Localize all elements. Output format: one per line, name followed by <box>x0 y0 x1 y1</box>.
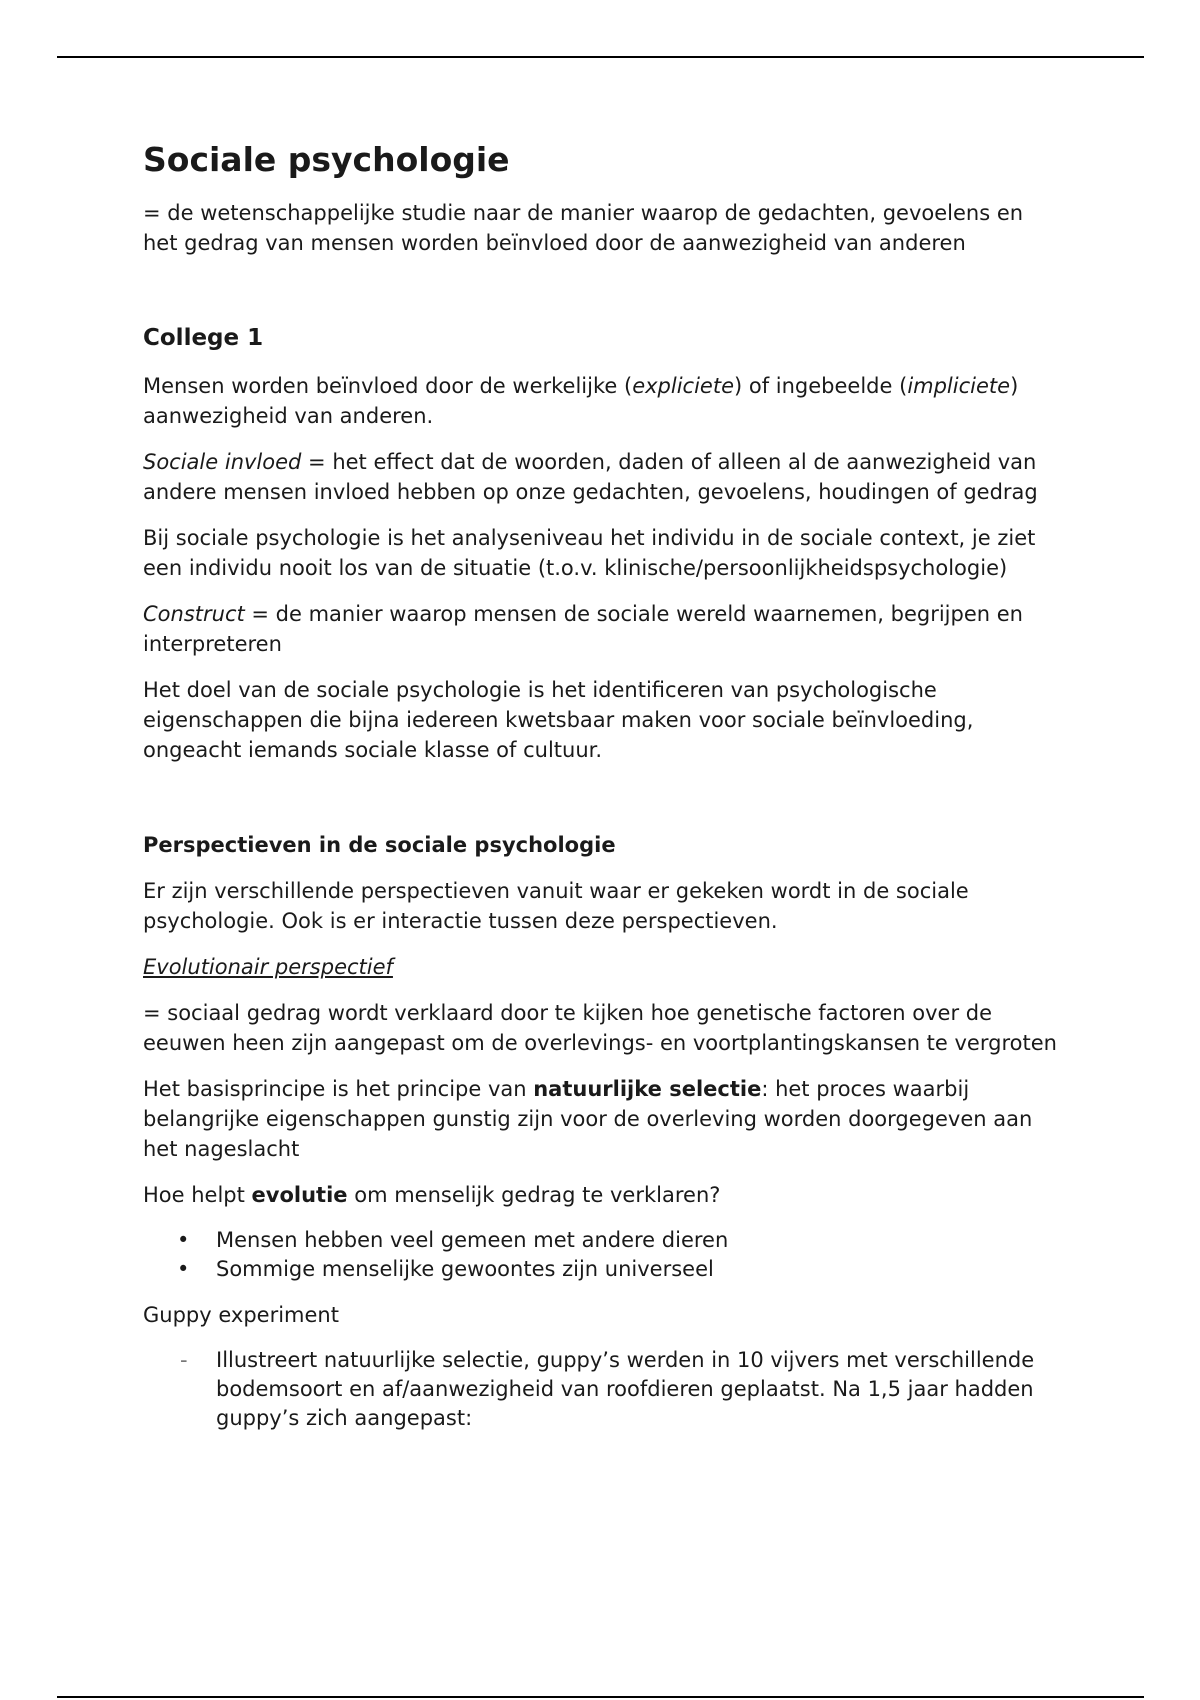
bold-term: natuurlijke selectie <box>533 1077 762 1101</box>
perspectives-intro: Er zijn verschillende perspectieven vanuit waar er gekeken wordt in de sociale psychologie. Ook is er interactie tussen deze perspectieven. <box>143 879 969 933</box>
italic-term: expliciete <box>632 374 734 398</box>
text: : het proces waarbij belangrijke eigenschappen gunstig zijn voor de overleving worden doorgegeven aan het nageslacht <box>143 1077 1033 1161</box>
text: ) aanwezigheid van anderen. <box>143 374 1019 428</box>
title-definition: = de wetenschappelijke studie naar de manier waarop de gedachten, gevoelens en het gedrag van mensen worden beïnvloed door de aanwezigheid van anderen <box>143 201 1024 255</box>
text: Het basisprincipe is het principe van <box>143 1077 534 1101</box>
footer-rule <box>57 1696 1144 1698</box>
evolutionary-definition: = sociaal gedrag wordt verklaard door te kijken hoe genetische factoren over de eeuwen heen zijn aangepast om de overlevings- en voortplantingskansen te vergroten <box>143 1001 1057 1055</box>
text: ) of ingebeelde ( <box>734 374 908 398</box>
college-paragraph-3: Bij sociale psychologie is het analyseniveau het individu in de sociale context, je ziet een individu nooit los van de situatie (t.o.v. klinische/persoonlijkheidspsychologie) <box>143 526 1036 580</box>
text: Hoe helpt <box>143 1183 252 1207</box>
guppy-dash-list <box>143 1346 1063 1433</box>
evolution-question <box>143 1180 1063 1210</box>
evolution-bullet-list <box>143 1226 1063 1284</box>
basis-paragraph <box>143 1074 1063 1164</box>
document-body <box>143 136 1063 1449</box>
college-paragraph-1 <box>143 371 1063 431</box>
text: = het effect dat de woorden, daden of alleen al de aanwezigheid van andere mensen invloed hebben op onze gedachten, gevoelens, houdingen of gedrag <box>143 450 1038 504</box>
page-title: Sociale psychologie <box>143 140 510 179</box>
list-item: • Mensen hebben veel gemeen met andere dieren <box>143 1226 1063 1255</box>
bold-term: evolutie <box>251 1183 348 1207</box>
italic-term: Sociale invloed <box>143 450 302 474</box>
text: om menselijk gedrag te verklaren? <box>347 1183 721 1207</box>
subheading-text: Evolutionair perspectief <box>143 955 393 979</box>
italic-term: Construct <box>143 602 245 626</box>
text: = de manier waarop mensen de sociale wereld waarnemen, begrijpen en interpreteren <box>143 602 1023 656</box>
college-paragraph-5: Het doel van de sociale psychologie is het identificeren van psychologische eigenschappen die bijna iedereen kwetsbaar maken voor sociale beïnvloeding, ongeacht iemands sociale klasse of cultuur. <box>143 678 974 762</box>
college-heading: College 1 <box>143 325 264 351</box>
text: Mensen worden beïnvloed door de werkelijke ( <box>143 374 633 398</box>
evolutionary-subheading <box>143 952 1063 982</box>
guppy-title: Guppy experiment <box>143 1303 339 1327</box>
college-paragraph-2 <box>143 447 1063 507</box>
list-item: - Illustreert natuurlijke selectie, guppy’s werden in 10 vijvers met verschillende bodemsoort en af/aanwezigheid van roofdieren geplaatst. Na 1,5 jaar hadden guppy’s zich aangepast: <box>143 1346 1063 1433</box>
perspectives-heading: Perspectieven in de sociale psychologie <box>143 833 616 857</box>
list-item: • Sommige menselijke gewoontes zijn universeel <box>143 1255 1063 1284</box>
header-rule <box>57 56 1144 58</box>
college-paragraph-4 <box>143 599 1063 659</box>
italic-term: impliciete <box>907 374 1011 398</box>
